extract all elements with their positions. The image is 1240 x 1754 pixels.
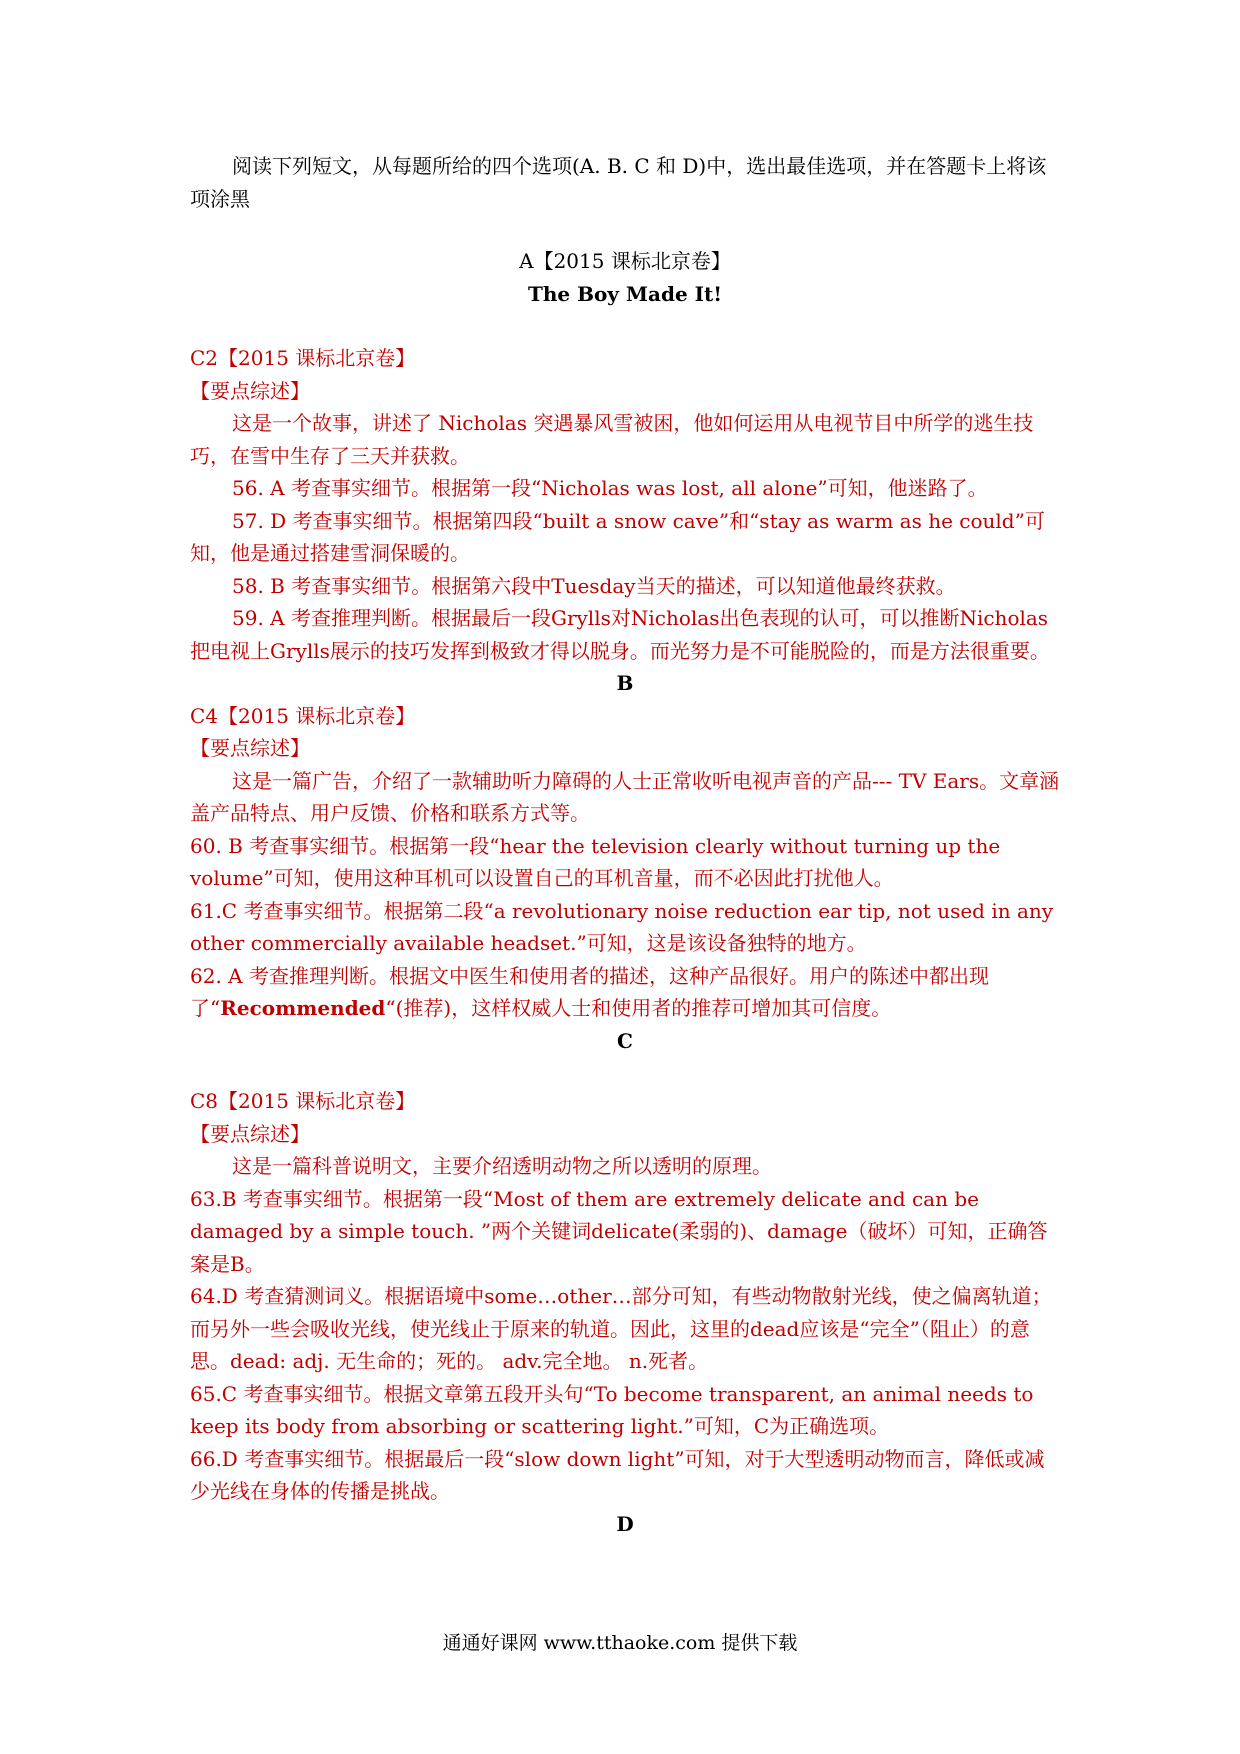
section-c4 [190, 700, 1060, 1025]
answer-63: 63.B 考查事实细节。根据第一段“Most of them are extremely delicate and can be damaged by a simple touch. ”两个关键词delicate(柔弱的)、damage（破坏）可知，正确答案是B。 [190, 1186, 1048, 1276]
answer-65: 65.C 考查事实细节。根据文章第五段开头句“To become transparent, an animal needs to keep its body from absorbing or scattering light.”可知，C为正确选项。 [190, 1381, 1034, 1438]
passage-a-title: The Boy Made It! [527, 281, 723, 306]
answer-59: 59. A 考查推理判断。根据最后一段Grylls对Nicholas出色表现的认可，可以推断Nicholas把电视上Grylls展示的技巧发挥到极致才得以脱身。而光努力是不可能脱险的，而是方法很重要。 [190, 606, 1050, 663]
section-heading: C4【2015 课标北京卷】 [190, 703, 416, 728]
answer-62-suffix: “(推荐)，这样权威人士和使用者的推荐可增加其可信度。 [385, 996, 892, 1020]
summary-text: 这是一个故事，讲述了 Nicholas 突遇暴风雪被困，他如何运用从电视节目中所学的逃生技巧，在雪中生存了三天并获救。 [190, 411, 1034, 468]
answer-62 [190, 960, 1060, 1025]
answer-61: 61.C 考查事实细节。根据第二段“a revolutionary noise reduction ear tip, not used in any other commercially available headset.”可知，这是该设备独特的地方。 [190, 898, 1054, 955]
section-c8 [190, 1085, 1060, 1508]
passage-letter-c: C [617, 1028, 633, 1053]
instructions: 阅读下列短文，从每题所给的四个选项(A. B. C 和 D)中，选出最佳选项，并在答题卡上将该项涂黑 [190, 154, 1047, 211]
document-body [190, 150, 1060, 1540]
summary-label: 【要点综述】 [190, 1121, 310, 1146]
summary-label: 【要点综述】 [190, 378, 310, 403]
summary-text: 这是一篇广告，介绍了一款辅助听力障碍的人士正常收听电视声音的产品--- TV Ears。文章涵盖产品特点、用户反馈、价格和联系方式等。 [190, 768, 1060, 825]
answer-62-prefix: 62. A 考查推理判断。根据文中医生和使用者的描述，这种产品很好。用户的陈述中都出现了“ [190, 963, 989, 1020]
page-footer: 通通好课网 www.tthaoke.com 提供下载 [442, 1632, 798, 1654]
section-heading: C8【2015 课标北京卷】 [190, 1089, 416, 1113]
answer-62-keyword: Recommended [220, 996, 386, 1020]
summary-label: 【要点综述】 [190, 736, 310, 760]
section-heading: C2【2015 课标北京卷】 [190, 346, 416, 370]
passage-a-heading: A【2015 课标北京卷】 [519, 249, 731, 273]
passage-letter-b: B [616, 671, 634, 695]
answer-58: 58. B 考查事实细节。根据第六段中Tuesday当天的描述，可以知道他最终获救。 [232, 573, 956, 598]
section-c2 [190, 342, 1060, 667]
answer-60: 60. B 考查事实细节。根据第一段“hear the television clearly without turning up the volume”可知，使用这种耳机可以设置自己的耳机音量，而不必因此打扰他人。 [190, 833, 1001, 890]
answer-66: 66.D 考查事实细节。根据最后一段“slow down light”可知，对于大型透明动物而言，降低或减少光线在身体的传播是挑战。 [190, 1446, 1045, 1503]
summary-text: 这是一篇科普说明文，主要介绍透明动物之所以透明的原理。 [232, 1154, 772, 1178]
answer-57: 57. D 考查事实细节。根据第四段“built a snow cave”和“stay as warm as he could”可知，他是通过搭建雪洞保暖的。 [190, 508, 1045, 565]
passage-letter-d: D [616, 1511, 634, 1536]
answer-56: 56. A 考查事实细节。根据第一段“Nicholas was lost, all alone”可知，他迷路了。 [232, 476, 988, 500]
answer-64: 64.D 考查猜测词义。根据语境中some…other…部分可知，有些动物散射光线，使之偏离轨道；而另外一些会吸收光线，使光线止于原来的轨道。因此，这里的dead应该是“完全”（阻止）的意思。dead: adj. 无生命的；死的。 adv.完全地。 n.死者。 [190, 1284, 1052, 1373]
